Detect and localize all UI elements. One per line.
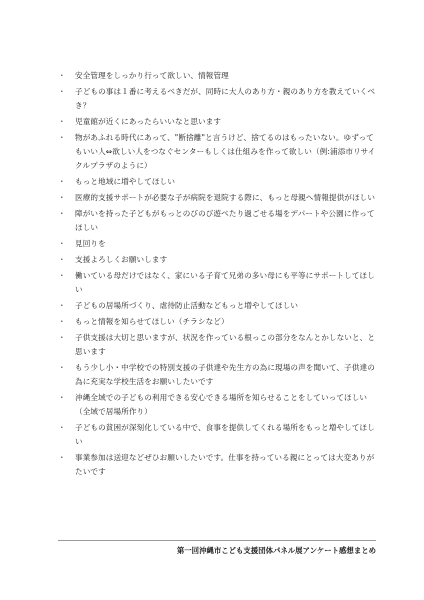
bullet-icon: ・: [58, 117, 66, 126]
list-item-text: 沖縄全域での子どもの利用できる安心できる場所を知らせることをしていってほしい（全域で居場所作り）: [75, 393, 368, 416]
list-item: [58, 237, 380, 251]
list-item-text: 子どもの貧困が深刻化している中で、食事を提供してくれる場所をもっと増やしてほしい: [75, 423, 375, 446]
list-item: [58, 391, 380, 419]
comment-list: [58, 69, 380, 481]
list-item-text: 物があふれる時代にあって、"断捨離"と言うけど、捨てるのはもったいない。ゆずってもいい人⇔欲しい人をつなぐセンターもしくは仕組みを作って欲しい（例:浦添市リサイクルプラザのように）: [75, 133, 376, 170]
list-item-text: 事業参加は送迎などぜひお願いしたいです。仕事を持っている親にとっては大変ありがたいです: [75, 453, 375, 476]
list-item-text: 子供支援は大切と思いますが、状況を作っている根っこの部分をなんとかしないと、と思います: [75, 333, 376, 356]
bullet-icon: ・: [58, 133, 66, 142]
list-item: [58, 207, 380, 235]
list-item: [58, 69, 380, 83]
bullet-icon: ・: [58, 87, 66, 96]
list-item: [58, 315, 380, 329]
bullet-icon: ・: [58, 301, 66, 310]
list-item: [58, 421, 380, 449]
bullet-icon: ・: [58, 363, 66, 372]
footer-title: 第一回沖縄市こども支援団体パネル展アンケート感想まとめ: [176, 546, 376, 555]
list-item-text: 見回りを: [75, 239, 106, 248]
list-item: [58, 253, 380, 267]
bullet-icon: ・: [58, 317, 66, 326]
list-item-text: 働いている母だけではなく、家にいる子育て兄弟の多い母にも平等にサポートしてほしい: [75, 271, 375, 294]
list-item: [58, 451, 380, 479]
list-item-text: 子どもの居場所づくり、虐待防止活動などもっと増やしてほしい: [75, 301, 299, 310]
list-item-text: もっと情報を知らせてほしい（チラシなど）: [75, 317, 229, 326]
list-item: [58, 175, 380, 189]
list-item: [58, 85, 380, 113]
bullet-icon: ・: [58, 209, 66, 218]
list-item: [58, 115, 380, 129]
list-item-text: もっと地域に増やしてほしい: [75, 177, 176, 186]
bullet-icon: ・: [58, 423, 66, 432]
list-item-text: 子どもの事は１番に考えるべきだが、同時に大人のあり方・親のあり方を教えていくべき？: [75, 87, 376, 110]
list-item-text: 障がいを持った子どもがもっとのびのび遊べたり過ごせる場をデパートや公園に作ってほしい: [75, 209, 375, 232]
list-item: [58, 299, 380, 313]
bullet-icon: ・: [58, 239, 66, 248]
list-item-text: 児童館が近くにあったらいいなと思います: [75, 117, 222, 126]
list-item: [58, 191, 380, 205]
bullet-icon: ・: [58, 393, 66, 402]
list-item-text: 支援よろしくお願いします: [75, 255, 168, 264]
list-item: [58, 331, 380, 359]
bullet-icon: ・: [58, 177, 66, 186]
list-item: [58, 131, 380, 173]
list-item-text: もう少し小・中学校での特別支援の子供達や先生方の為に現場の声を聞いて、子供達の為に充実な学校生活をお願いしたいです: [75, 363, 375, 386]
list-item: [58, 361, 380, 389]
bullet-icon: ・: [58, 71, 66, 80]
list-item-text: 医療的支援サポートが必要な子が病院を退院する際に、もっと母親へ情報提供がほしい: [75, 193, 376, 202]
bullet-icon: ・: [58, 255, 66, 264]
bullet-icon: ・: [58, 453, 66, 462]
list-item-text: 安全管理をしっかり行って欲しい、情報管理: [75, 71, 229, 80]
footer-divider: [58, 540, 376, 541]
bullet-icon: ・: [58, 193, 66, 202]
bullet-icon: ・: [58, 271, 66, 280]
bullet-icon: ・: [58, 333, 66, 342]
list-item: [58, 269, 380, 297]
